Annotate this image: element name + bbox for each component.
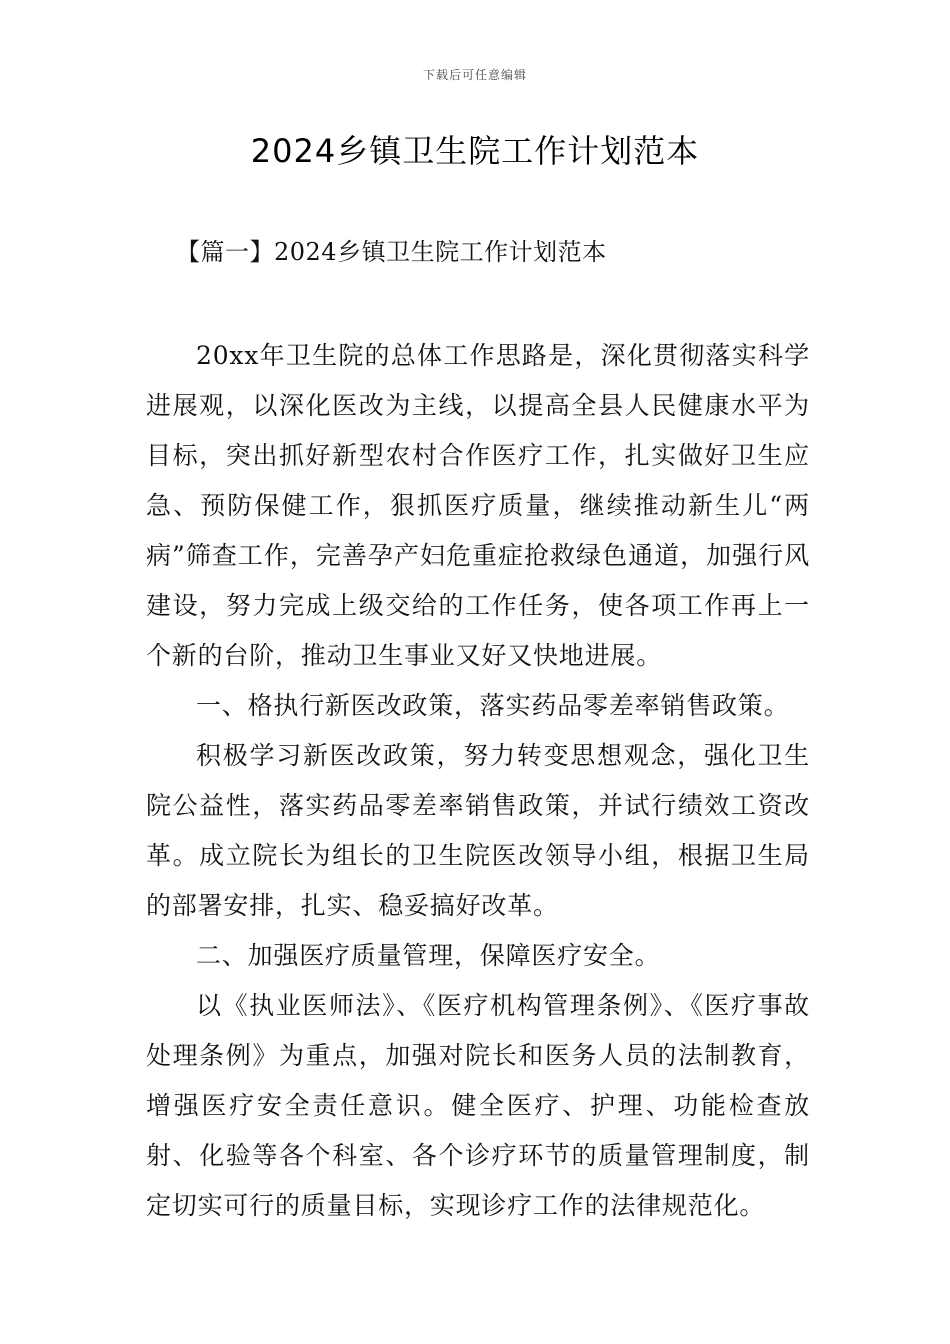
paragraph-intro: 20xx年卫生院的总体工作思路是，深化贯彻落实科学进展观，以深化医改为主线，以提高全县人民健康水平为目标，突出抓好新型农村合作医疗工作，扎实做好卫生应急、预防保健工作，狠抓医疗质量，继续推动新生儿“两病”筛查工作，完善孕产妇危重症抢救绿色通道，加强行风建设，努力完成上级交给的工作任务，使各项工作再上一个新的台阶，推动卫生事业又好又快地进展。 [146,341,810,670]
paragraph-heading-2: 二、加强医疗质量管理，保障医疗安全。 [196,941,661,970]
paragraph-quality: 以《执业医师法》、《医疗机构管理条例》、《医疗事故处理条例》为重点，加强对院长和医务人员的法制教育，增强医疗安全责任意识。健全医疗、护理、功能检查放射、化验等各个科室、各个诊疗环节的质量管理制度，制定切实可行的质量目标，实现诊疗工作的法律规范化。 [146,991,810,1220]
section-heading: 【篇一】2024乡镇卫生院工作计划范本 [176,238,607,266]
paragraph-heading-1: 一、格执行新医改政策，落实药品零差率销售政策。 [196,691,790,720]
paragraph-policy: 积极学习新医改政策，努力转变思想观念，强化卫生院公益性，落实药品零差率销售政策，并试行绩效工资改革。成立院长为组长的卫生院医改领导小组，根据卫生局的部署安排，扎实、稳妥搞好改革。 [146,741,810,920]
body-text [146,331,810,1231]
document-title: 2024乡镇卫生院工作计划范本 [250,132,700,170]
header-note: 下载后可任意编辑 [422,68,527,82]
